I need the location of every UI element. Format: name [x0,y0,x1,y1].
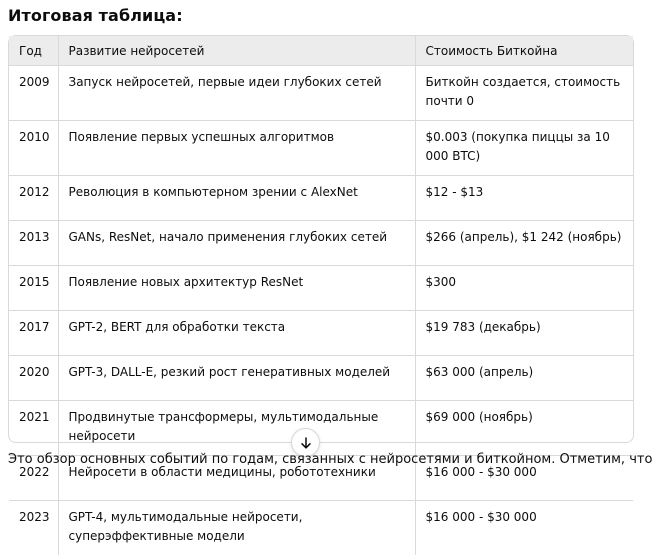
table-row [9,221,633,266]
cell-year: 2015 [9,266,58,311]
cell-bitcoin-price: $266 (апрель), $1 242 (ноябрь) [415,221,633,266]
section-heading: Итоговая таблица: [8,6,183,25]
table-row [9,176,633,221]
cell-neural-development: GPT-4, мультимодальные нейросети, суперэффективные модели [58,501,415,555]
cell-year: 2010 [9,121,58,176]
summary-paragraph: Это обзор основных событий по годам, связанных с нейросетями и биткойном. Отметим, что [8,452,640,467]
cell-neural-development: Революция в компьютерном зрении с AlexNet [58,176,415,221]
cell-bitcoin-price: $63 000 (апрель) [415,356,633,401]
cell-neural-development: Запуск нейросетей, первые идеи глубоких сетей [58,66,415,121]
summary-table-container [8,35,634,443]
cell-year: 2012 [9,176,58,221]
cell-year: 2021 [9,401,58,456]
cell-neural-development: GPT-3, DALL-E, резкий рост генеративных моделей [58,356,415,401]
cell-bitcoin-price: $300 [415,266,633,311]
cell-bitcoin-price: $16 000 - $30 000 [415,456,633,501]
table-row [9,121,633,176]
cell-neural-development: Нейросети в области медицины, робототехники [58,456,415,501]
cell-year: 2022 [9,456,58,501]
cell-neural-development: GPT-2, BERT для обработки текста [58,311,415,356]
cell-neural-development: Продвинутые трансформеры, мультимодальные нейросети [58,401,415,456]
cell-year: 2009 [9,66,58,121]
cell-neural-development: Появление новых архитектур ResNet [58,266,415,311]
cell-bitcoin-price: $19 783 (декабрь) [415,311,633,356]
cell-bitcoin-price: $12 - $13 [415,176,633,221]
cell-year: 2017 [9,311,58,356]
header-neural-development: Развитие нейросетей [58,36,415,66]
arrow-down-icon [299,436,313,450]
table-row [9,266,633,311]
cell-bitcoin-price: $16 000 - $30 000 [415,501,633,555]
table-row [9,311,633,356]
table-row [9,401,633,456]
cell-bitcoin-price: Биткойн создается, стоимость почти 0 [415,66,633,121]
table-row [9,356,633,401]
summary-table [9,36,633,555]
table-row [9,501,633,555]
cell-bitcoin-price: $69 000 (ноябрь) [415,401,633,456]
header-year: Год [9,36,58,66]
cell-year: 2023 [9,501,58,555]
cell-year: 2020 [9,356,58,401]
table-row [9,66,633,121]
cell-bitcoin-price: $0.003 (покупка пиццы за 10 000 BTC) [415,121,633,176]
cell-neural-development: GANs, ResNet, начало применения глубоких сетей [58,221,415,266]
table-header-row [9,36,633,66]
cell-neural-development: Появление первых успешных алгоритмов [58,121,415,176]
cell-year: 2013 [9,221,58,266]
header-bitcoin-price: Стоимость Биткойна [415,36,633,66]
